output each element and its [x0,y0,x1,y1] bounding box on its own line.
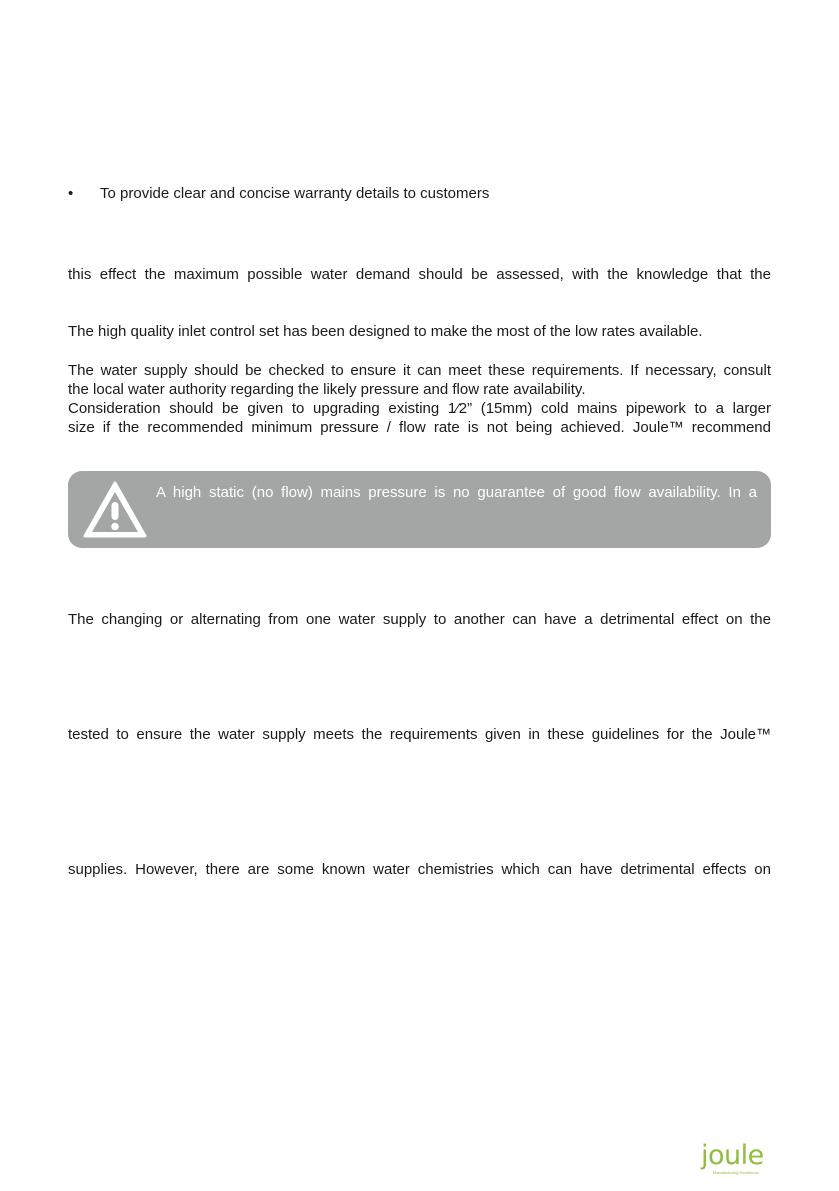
bullet-text: To provide clear and concise warranty details to customers [100,185,490,202]
bullet-symbol: • [68,185,74,202]
paragraph-line-recommend: size if the recommended minimum pressure / flow rate is not being achieved. Joule™ recommend [68,419,771,436]
paragraph-line-upgrade-pipework: Consideration should be given to upgrading existing 1⁄2” (15mm) cold mains pipework to a larger [68,400,771,417]
paragraph-line-inlet-control: The high quality inlet control set has been designed to make the most of the low rates available. [68,323,703,340]
logo-word: joule [701,1140,764,1171]
paragraph-line-water-authority: the local water authority regarding the likely pressure and flow rate availability. [68,381,586,398]
joule-logo [701,1142,773,1178]
warning-triangle-icon [82,479,148,539]
paragraph-line-supply-check: The water supply should be checked to ensure it can meet these requirements. If necessary, consult [68,362,771,379]
logo-tagline: Manufacturing Excellence [713,1170,759,1175]
paragraph-line-tested-supply: tested to ensure the water supply meets the requirements given in these guidelines for the Joule™ [68,726,771,743]
paragraph-line-alternating-supply: The changing or alternating from one water supply to another can have a detrimental effect on the [68,611,771,628]
paragraph-line-demand: this effect the maximum possible water demand should be assessed, with the knowledge that the [68,266,771,283]
paragraph-line-water-chemistries: supplies. However, there are some known water chemistries which can have detrimental effects on [68,861,771,878]
warning-text: A high static (no flow) mains pressure is no guarantee of good flow availability. In a [156,484,757,501]
warning-box [68,471,771,548]
